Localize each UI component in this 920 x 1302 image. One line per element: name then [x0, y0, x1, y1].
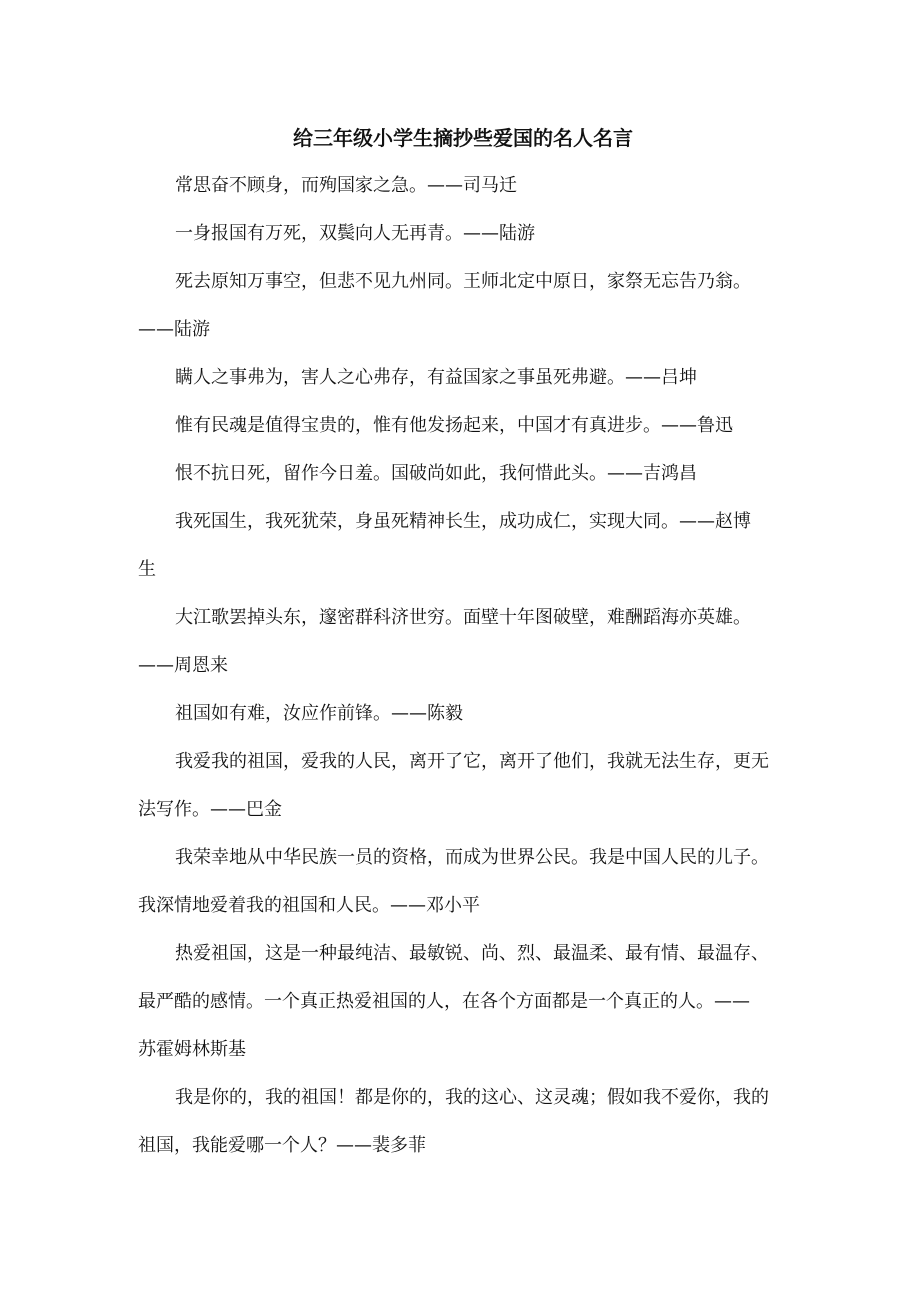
- quote-paragraph: [138, 834, 788, 930]
- quote-paragraph: [138, 930, 788, 1074]
- quote-paragraph: [138, 402, 788, 450]
- quote-line: 我是你的，我的祖国！都是你的，我的这心、这灵魂；假如我不爱你，我的: [175, 1087, 769, 1108]
- quote-line: 最严酷的感情。一个真正热爱祖国的人，在各个方面都是一个真正的人。——: [138, 991, 750, 1012]
- quote-paragraph: [138, 354, 788, 402]
- quote-line: 恨不抗日死，留作今日羞。国破尚如此，我何惜此头。——吉鸿昌: [175, 463, 697, 484]
- quote-line: 祖国，我能爱哪一个人？——裴多菲: [138, 1135, 426, 1156]
- quote-line: 热爱祖国，这是一种最纯洁、最敏锐、尚、烈、最温柔、最有情、最温存、: [175, 943, 769, 964]
- quote-line: 苏霍姆林斯基: [138, 1039, 246, 1060]
- quote-paragraph: [138, 162, 788, 210]
- quote-line: ——周恩来: [138, 655, 228, 676]
- quote-paragraph: [138, 450, 788, 498]
- quote-line: 我深情地爱着我的祖国和人民。——邓小平: [138, 895, 480, 916]
- quote-line: 惟有民魂是值得宝贵的，惟有他发扬起来，中国才有真进步。——鲁迅: [175, 415, 733, 436]
- quote-line: 我死国生，我死犹荣，身虽死精神长生，成功成仁，实现大同。——赵博: [175, 511, 751, 532]
- quote-line: 生: [138, 559, 156, 580]
- document-title: 给三年级小学生摘抄些爱国的名人名言: [293, 126, 633, 150]
- quote-paragraph: [138, 738, 788, 834]
- quote-line: 瞒人之事弗为，害人之心弗存，有益国家之事虽死弗避。——吕坤: [175, 367, 697, 388]
- quote-line: 祖国如有难，汝应作前锋。——陈毅: [175, 703, 463, 724]
- quote-paragraph: [138, 210, 788, 258]
- quote-paragraph: [138, 690, 788, 738]
- quote-line: 死去原知万事空，但悲不见九州同。王师北定中原日，家祭无忘告乃翁。: [175, 271, 751, 292]
- quote-paragraph: [138, 1074, 788, 1170]
- quote-line: 一身报国有万死，双鬓向人无再青。——陆游: [175, 223, 535, 244]
- quote-paragraph: [138, 498, 788, 594]
- document-body: [138, 162, 788, 1170]
- quote-paragraph: [138, 258, 788, 354]
- quote-line: 我荣幸地从中华民族一员的资格，而成为世界公民。我是中国人民的儿子。: [175, 847, 769, 868]
- quote-line: 常思奋不顾身，而殉国家之急。——司马迁: [175, 175, 517, 196]
- quote-line: 大江歌罢掉头东，邃密群科济世穷。面壁十年图破壁，难酬蹈海亦英雄。: [175, 607, 751, 628]
- quote-paragraph: [138, 594, 788, 690]
- quote-line: 我爱我的祖国，爱我的人民，离开了它，离开了他们，我就无法生存，更无: [175, 751, 769, 772]
- quote-line: 法写作。——巴金: [138, 799, 282, 820]
- quote-line: ——陆游: [138, 319, 210, 340]
- document-page: [138, 114, 788, 1170]
